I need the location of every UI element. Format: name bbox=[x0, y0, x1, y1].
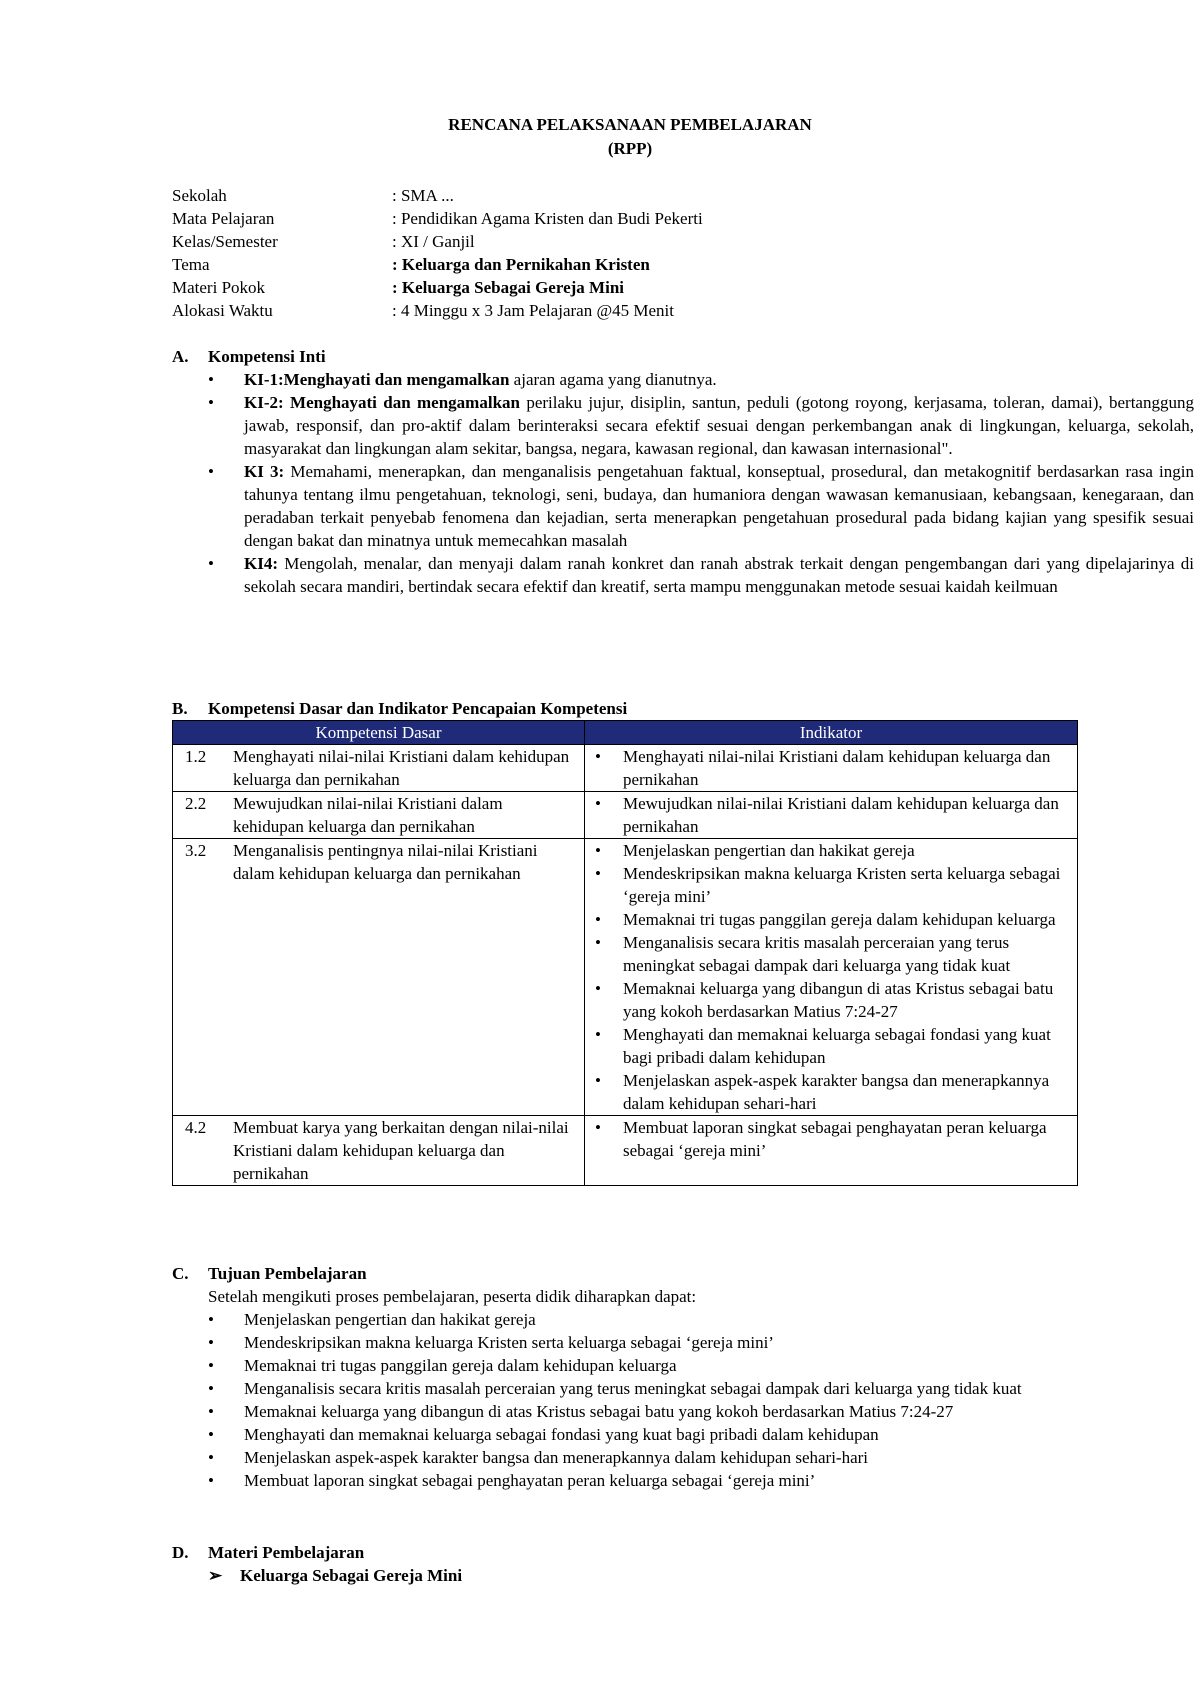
material-text: Keluarga Sebagai Gereja Mini bbox=[240, 1566, 463, 1585]
info-row bbox=[172, 184, 703, 207]
section-intro: Setelah mengikuti proses pembelajaran, peserta didik diharapkan dapat: bbox=[208, 1287, 697, 1306]
item-label: KI 3: bbox=[244, 462, 285, 481]
indicator-text: Mendeskripsikan makna keluarga Kristen serta keluarga sebagai ‘gereja mini’ bbox=[622, 864, 1061, 906]
document-title bbox=[0, 113, 1200, 161]
bullet-icon: • bbox=[208, 462, 214, 481]
section-letter: B. bbox=[172, 699, 188, 718]
info-value: : 4 Minggu x 3 Jam Pelajaran @45 Menit bbox=[392, 301, 674, 320]
bullet-icon: • bbox=[594, 1071, 601, 1090]
indicator-item bbox=[585, 792, 1077, 838]
item-text: Memaknai keluarga yang dibangun di atas Kristus sebagai batu yang kokoh berdasarkan Matius 7:24-27 bbox=[244, 1402, 954, 1421]
section-letter: C. bbox=[172, 1264, 189, 1283]
bullet-icon: • bbox=[208, 1333, 214, 1352]
info-value: : XI / Ganjil bbox=[392, 232, 475, 251]
indicator-item bbox=[585, 908, 1077, 931]
section-b bbox=[172, 697, 627, 720]
table-header-row bbox=[173, 721, 1078, 745]
list-item bbox=[172, 1354, 1200, 1377]
list-item bbox=[172, 552, 1194, 598]
bullet-icon: • bbox=[208, 1448, 214, 1467]
info-label: Mata Pelajaran bbox=[172, 209, 275, 228]
section-title: Kompetensi Inti bbox=[208, 347, 326, 366]
item-text: Menjelaskan pengertian dan hakikat gereja bbox=[244, 1310, 536, 1329]
item-text: perilaku jujur, disiplin, santun, peduli (gotong royong, kerjasama, toleran, damai), bertanggung jawab, responsif, dan pro-aktif dalam berinteraksi secara efektif sesuai dengan perkembangan anak di lingkungan, keluarga, sekolah, masyarakat dan lingkungan alam sekitar, bangsa, negara, kawasan regional, dan kawasan internasional". bbox=[244, 393, 1194, 458]
info-row bbox=[172, 299, 703, 322]
bullet-icon: • bbox=[208, 1425, 214, 1444]
kd-text: Menghayati nilai-nilai Kristiani dalam kehidupan keluarga dan pernikahan bbox=[233, 747, 570, 789]
bullet-icon: • bbox=[594, 1118, 601, 1137]
bullet-icon: • bbox=[594, 979, 601, 998]
bullet-icon: • bbox=[208, 393, 214, 412]
item-label: KI-2: Menghayati dan mengamalkan bbox=[244, 393, 520, 412]
info-value: : Pendidikan Agama Kristen dan Budi Pekerti bbox=[392, 209, 703, 228]
section-heading bbox=[172, 345, 1194, 368]
item-text: Memaknai tri tugas panggilan gereja dalam kehidupan keluarga bbox=[244, 1356, 677, 1375]
bullet-icon: • bbox=[594, 794, 601, 813]
info-label: Alokasi Waktu bbox=[172, 301, 273, 320]
indicator-text: Menghayati dan memaknai keluarga sebagai fondasi yang kuat bagi pribadi dalam kehidupan bbox=[622, 1025, 1051, 1067]
list-item bbox=[172, 1331, 1200, 1354]
info-row bbox=[172, 207, 703, 230]
indicator-text: Memaknai keluarga yang dibangun di atas Kristus sebagai batu yang kokoh berdasarkan Matius 7:24-27 bbox=[622, 979, 1054, 1021]
item-text: ajaran agama yang dianutnya. bbox=[509, 370, 717, 389]
indicator-text: Menjelaskan pengertian dan hakikat gereja bbox=[622, 841, 915, 860]
section-heading bbox=[172, 697, 627, 720]
arrow-bullet-icon: ➢ bbox=[208, 1566, 223, 1585]
kd-number: 1.2 bbox=[185, 747, 207, 766]
info-row bbox=[172, 276, 703, 299]
column-header-kd: Kompetensi Dasar bbox=[173, 721, 585, 745]
bullet-icon: • bbox=[594, 1025, 601, 1044]
bullet-icon: • bbox=[208, 554, 214, 573]
bullet-icon: • bbox=[594, 910, 601, 929]
table-row bbox=[173, 839, 1078, 1116]
indicator-list bbox=[585, 1116, 1077, 1162]
list-item bbox=[172, 1469, 1200, 1492]
list-item bbox=[172, 391, 1194, 460]
list-item bbox=[172, 460, 1194, 552]
objective-list bbox=[172, 1308, 1200, 1492]
title-line-2: (RPP) bbox=[607, 139, 653, 158]
list-item bbox=[172, 368, 1194, 391]
table-row bbox=[173, 792, 1078, 839]
info-label: Kelas/Semester bbox=[172, 232, 278, 251]
kd-text: Membuat karya yang berkaitan dengan nilai-nilai Kristiani dalam kehidupan keluarga dan pernikahan bbox=[233, 1118, 569, 1183]
identity-block bbox=[172, 184, 703, 322]
indicator-text: Menghayati nilai-nilai Kristiani dalam kehidupan keluarga dan pernikahan bbox=[622, 747, 1051, 789]
section-c bbox=[172, 1262, 1200, 1492]
section-letter: D. bbox=[172, 1543, 189, 1562]
kd-number: 3.2 bbox=[185, 841, 207, 860]
info-label: Tema bbox=[172, 255, 210, 274]
kd-number: 2.2 bbox=[185, 794, 207, 813]
bullet-icon: • bbox=[208, 1310, 214, 1329]
indicator-list bbox=[585, 792, 1077, 838]
indicator-item bbox=[585, 977, 1077, 1023]
indicator-item bbox=[585, 931, 1077, 977]
bullet-icon: • bbox=[208, 1379, 214, 1398]
competency-table bbox=[172, 720, 1078, 1186]
item-text: Mendeskripsikan makna keluarga Kristen serta keluarga sebagai ‘gereja mini’ bbox=[244, 1333, 774, 1352]
indicator-text: Mewujudkan nilai-nilai Kristiani dalam kehidupan keluarga dan pernikahan bbox=[622, 794, 1059, 836]
ki-list bbox=[172, 368, 1194, 598]
material-item bbox=[172, 1564, 462, 1587]
indicator-text: Membuat laporan singkat sebagai penghayatan peran keluarga sebagai ‘gereja mini’ bbox=[622, 1118, 1047, 1160]
section-letter: A. bbox=[172, 347, 189, 366]
indicator-text: Memaknai tri tugas panggilan gereja dalam kehidupan keluarga bbox=[622, 910, 1056, 929]
section-heading bbox=[172, 1541, 462, 1564]
title-line-1: RENCANA PELAKSANAAN PEMBELAJARAN bbox=[448, 115, 812, 134]
item-text: Menghayati dan memaknai keluarga sebagai fondasi yang kuat bagi pribadi dalam kehidupan bbox=[244, 1425, 879, 1444]
bullet-icon: • bbox=[208, 370, 214, 389]
bullet-icon: • bbox=[594, 841, 601, 860]
kd-text: Mewujudkan nilai-nilai Kristiani dalam kehidupan keluarga dan pernikahan bbox=[233, 794, 503, 836]
item-text: Mengolah, menalar, dan menyaji dalam ranah konkret dan ranah abstrak terkait dengan pengembangan dari yang dipelajarinya di sekolah secara mandiri, bertindak secara efektif dan kreatif, serta mampu menggunakan metode sesuai kaidah keilmuan bbox=[244, 554, 1194, 596]
item-text: Membuat laporan singkat sebagai penghayatan peran keluarga sebagai ‘gereja mini’ bbox=[244, 1471, 816, 1490]
item-text: Menganalisis secara kritis masalah perceraian yang terus meningkat sebagai dampak dari keluarga yang tidak kuat bbox=[244, 1379, 1022, 1398]
bullet-icon: • bbox=[208, 1471, 214, 1490]
item-label: KI-1:Menghayati dan mengamalkan bbox=[244, 370, 510, 389]
item-label: KI4: bbox=[244, 554, 278, 573]
section-a bbox=[172, 345, 1194, 598]
item-text: Menjelaskan aspek-aspek karakter bangsa dan menerapkannya dalam kehidupan sehari-hari bbox=[244, 1448, 869, 1467]
kd-number: 4.2 bbox=[185, 1118, 207, 1137]
indicator-item bbox=[585, 1116, 1077, 1162]
list-item bbox=[172, 1423, 1200, 1446]
info-label: Sekolah bbox=[172, 186, 227, 205]
section-heading bbox=[172, 1262, 1200, 1285]
section-d bbox=[172, 1541, 462, 1587]
section-title: Kompetensi Dasar dan Indikator Pencapaian Kompetensi bbox=[208, 699, 628, 718]
column-header-indikator: Indikator bbox=[584, 721, 1077, 745]
table-row bbox=[173, 745, 1078, 792]
info-row bbox=[172, 253, 703, 276]
info-value: : Keluarga dan Pernikahan Kristen bbox=[392, 255, 650, 274]
info-value: : Keluarga Sebagai Gereja Mini bbox=[392, 278, 624, 297]
info-label: Materi Pokok bbox=[172, 278, 266, 297]
indicator-list bbox=[585, 745, 1077, 791]
section-title: Materi Pembelajaran bbox=[208, 1543, 365, 1562]
indicator-item bbox=[585, 862, 1077, 908]
indicator-text: Menjelaskan aspek-aspek karakter bangsa dan menerapkannya dalam kehidupan sehari-hari bbox=[622, 1071, 1050, 1113]
bullet-icon: • bbox=[208, 1356, 214, 1375]
section-title: Tujuan Pembelajaran bbox=[208, 1264, 367, 1283]
bullet-icon: • bbox=[594, 933, 601, 952]
bullet-icon: • bbox=[208, 1402, 214, 1421]
list-item bbox=[172, 1400, 1200, 1423]
indicator-text: Menganalisis secara kritis masalah perceraian yang terus meningkat sebagai dampak dari keluarga yang tidak kuat bbox=[622, 933, 1011, 975]
table-row bbox=[173, 1116, 1078, 1186]
indicator-list bbox=[585, 839, 1077, 1115]
bullet-icon: • bbox=[594, 864, 601, 883]
info-row bbox=[172, 230, 703, 253]
indicator-item bbox=[585, 745, 1077, 791]
indicator-item bbox=[585, 839, 1077, 862]
indicator-item bbox=[585, 1023, 1077, 1069]
bullet-icon: • bbox=[594, 747, 601, 766]
info-value: : SMA ... bbox=[392, 186, 454, 205]
list-item bbox=[172, 1377, 1200, 1400]
item-text: Memahami, menerapkan, dan menganalisis pengetahuan faktual, konseptual, prosedural, dan metakognitif berdasarkan rasa ingin tahunya tentang ilmu pengetahuan, teknologi, seni, budaya, dan humaniora dengan wawasan kemanusiaan, kebangsaan, kenegaraan, dan peradaban terkait penyebab fenomena dan kejadian, serta menerapkan pengetahuan prosedural pada bidang kajian yang spesifik sesuai dengan bakat dan minatnya untuk memecahkan masalah bbox=[244, 462, 1194, 550]
list-item bbox=[172, 1308, 1200, 1331]
kd-text: Menganalisis pentingnya nilai-nilai Kristiani dalam kehidupan keluarga dan pernikahan bbox=[233, 841, 538, 883]
indicator-item bbox=[585, 1069, 1077, 1115]
list-item bbox=[172, 1446, 1200, 1469]
